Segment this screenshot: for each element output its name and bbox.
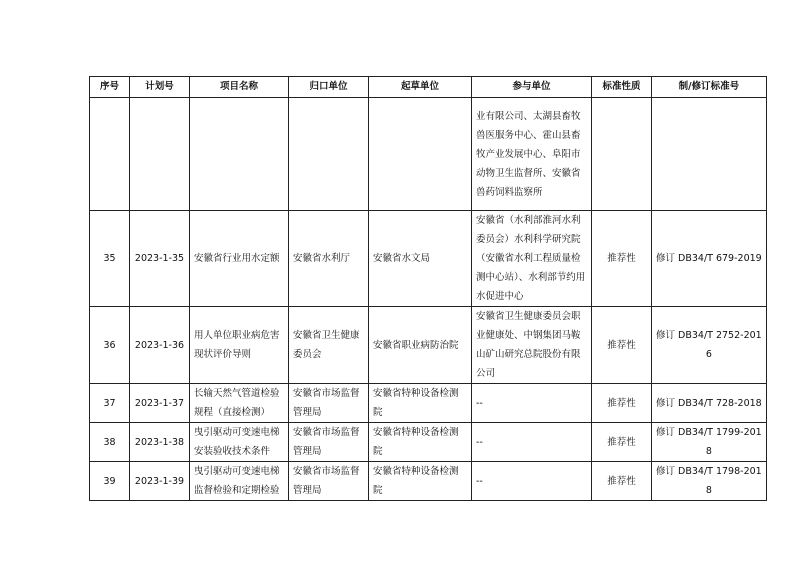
cell-participants: 安徽省卫生健康委员会职业健康处、中钢集团马鞍山矿山研究总院股份有限公司 — [472, 307, 592, 384]
cell-std: 修订 DB34/T 679-2019 — [652, 211, 767, 307]
cell-participants: 业有限公司、太湖县畜牧兽医服务中心、霍山县畜牧产业发展中心、阜阳市动物卫生监督所、安徽省兽药饲料监察所 — [472, 98, 592, 211]
cell-std — [652, 98, 767, 211]
header-drafter: 起草单位 — [369, 77, 472, 98]
cell-nature: 推荐性 — [592, 307, 652, 384]
cell-std: 修订 DB34/T 728-2018 — [652, 384, 767, 423]
cell-dept: 安徽省市场监督管理局 — [289, 384, 369, 423]
cell-no: 37 — [90, 384, 130, 423]
table-row — [90, 384, 767, 423]
table-row — [90, 423, 767, 462]
cell-dept: 安徽省水利厅 — [289, 211, 369, 307]
table-row — [90, 462, 767, 501]
cell-name: 用人单位职业病危害现状评价导则 — [190, 307, 289, 384]
cell-std: 修订 DB34/T 1799-2018 — [652, 423, 767, 462]
cell-plan: 2023-1-39 — [130, 462, 190, 501]
cell-name: 曳引驱动可变速电梯安装验收技术条件 — [190, 423, 289, 462]
cell-dept: 安徽省卫生健康委员会 — [289, 307, 369, 384]
cell-dept — [289, 98, 369, 211]
cell-drafter: 安徽省特种设备检测院 — [369, 423, 472, 462]
cell-drafter: 安徽省水文局 — [369, 211, 472, 307]
cell-name: 曳引驱动可变速电梯监督检验和定期检验 — [190, 462, 289, 501]
cell-nature: 推荐性 — [592, 211, 652, 307]
cell-plan: 2023-1-36 — [130, 307, 190, 384]
cell-no: 39 — [90, 462, 130, 501]
cell-drafter: 安徽省特种设备检测院 — [369, 462, 472, 501]
cell-participants: -- — [472, 462, 592, 501]
header-no: 序号 — [90, 77, 130, 98]
header-std: 制/修订标准号 — [652, 77, 767, 98]
cell-plan: 2023-1-35 — [130, 211, 190, 307]
cell-name: 安徽省行业用水定额 — [190, 211, 289, 307]
cell-no: 36 — [90, 307, 130, 384]
cell-participants: -- — [472, 423, 592, 462]
cell-nature: 推荐性 — [592, 384, 652, 423]
header-dept: 归口单位 — [289, 77, 369, 98]
cell-participants: 安徽省（水利部淮河水利委员会）水利科学研究院（安徽省水利工程质量检测中心站）、水利部节约用水促进中心 — [472, 211, 592, 307]
cell-no: 38 — [90, 423, 130, 462]
cell-drafter — [369, 98, 472, 211]
cell-std: 修订 DB34/T 1798-2018 — [652, 462, 767, 501]
cell-plan: 2023-1-38 — [130, 423, 190, 462]
cell-nature — [592, 98, 652, 211]
cell-participants: -- — [472, 384, 592, 423]
cell-no: 35 — [90, 211, 130, 307]
table-row — [90, 211, 767, 307]
cell-no — [90, 98, 130, 211]
cell-dept: 安徽省市场监督管理局 — [289, 462, 369, 501]
cell-dept: 安徽省市场监督管理局 — [289, 423, 369, 462]
cell-plan — [130, 98, 190, 211]
table-row — [90, 98, 767, 211]
table-row — [90, 307, 767, 384]
standards-table — [89, 76, 767, 501]
cell-std: 修订 DB34/T 2752-2016 — [652, 307, 767, 384]
cell-drafter: 安徽省特种设备检测院 — [369, 384, 472, 423]
header-participants: 参与单位 — [472, 77, 592, 98]
header-nature: 标准性质 — [592, 77, 652, 98]
cell-plan: 2023-1-37 — [130, 384, 190, 423]
cell-name: 长输天然气管道检验规程（直接检测） — [190, 384, 289, 423]
cell-name — [190, 98, 289, 211]
header-plan: 计划号 — [130, 77, 190, 98]
cell-drafter: 安徽省职业病防治院 — [369, 307, 472, 384]
header-name: 项目名称 — [190, 77, 289, 98]
header-row — [90, 77, 767, 98]
cell-nature: 推荐性 — [592, 462, 652, 501]
cell-nature: 推荐性 — [592, 423, 652, 462]
